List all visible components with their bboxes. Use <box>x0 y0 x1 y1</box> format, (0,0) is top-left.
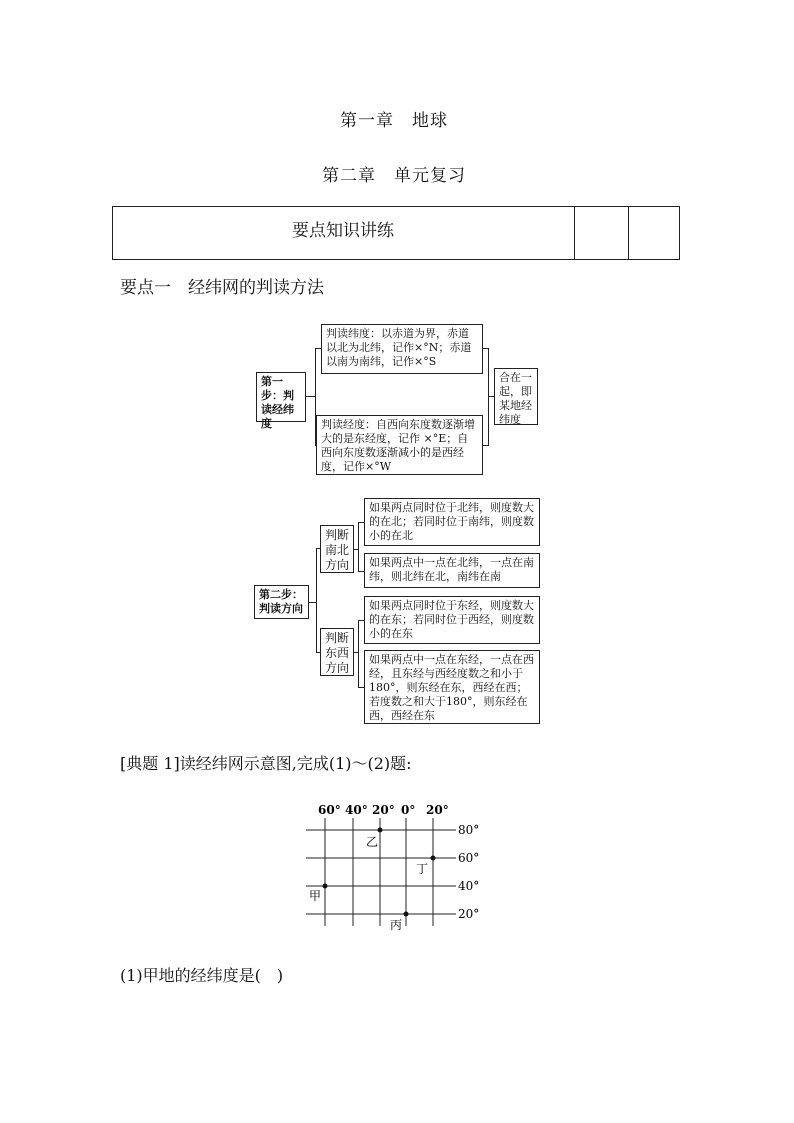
connector <box>306 396 315 397</box>
lat-label: 40° <box>458 879 480 893</box>
lon-label: 20° <box>372 803 395 817</box>
table-cell-divider <box>628 207 629 259</box>
connector <box>358 620 359 688</box>
step-two-box: 第二步：判读方向 <box>254 585 309 619</box>
table-cell-divider <box>574 207 575 259</box>
point-label: 乙 <box>366 835 379 849</box>
question-1: (1)甲地的经纬度是( ) <box>120 966 284 985</box>
point-jia <box>323 884 328 889</box>
lon-label: 60° <box>318 803 341 817</box>
chapter-title: 第一章 地球 <box>340 111 448 131</box>
point-label: 丁 <box>416 862 429 876</box>
lat-label: 60° <box>458 851 480 865</box>
example-prompt: [典题 1]读经纬网示意图,完成(1)～(2)题: <box>120 754 412 773</box>
point-yi <box>378 828 383 833</box>
ns-rule-1: 如果两点同时位于北纬，则度数大的在北；若同时位于南纬，则度数小的在北 <box>364 498 540 546</box>
connector <box>488 348 489 446</box>
point-bing <box>404 912 409 917</box>
unit-title: 第二章 单元复习 <box>322 166 466 186</box>
point-label: 丙 <box>390 918 403 932</box>
step-one-box: 第一步：判读经纬度 <box>256 372 306 422</box>
connector <box>358 522 359 572</box>
result-box: 合在一起，即某地经纬度 <box>494 368 538 425</box>
east-west-label: 判断东西方向 <box>320 628 354 676</box>
lon-label: 20° <box>426 803 449 817</box>
lat-label: 80° <box>458 823 480 837</box>
ew-rule-1: 如果两点同时位于东经，则度数大的在东；若同时位于西经，则度数小的在东 <box>364 596 540 644</box>
lon-label: 0° <box>401 803 416 817</box>
table-title: 要点知识讲练 <box>292 220 394 241</box>
ns-rule-2: 如果两点中一点在北纬，一点在南纬，则北纬在北，南纬在南 <box>364 553 540 588</box>
graticule-map <box>300 796 490 936</box>
section-title: 要点一 经纬网的判读方法 <box>120 278 324 298</box>
ew-rule-2: 如果两点中一点在东经，一点在西经，且东经与西经度数之和小于180°，则东经在东，西经在西；若度数之和大于180°，则东经在西，西经在东 <box>364 650 540 724</box>
point-label: 甲 <box>309 889 322 903</box>
point-ding <box>431 856 436 861</box>
key-points-table <box>112 206 680 260</box>
lon-label: 40° <box>345 803 368 817</box>
connector <box>316 548 317 653</box>
connector <box>309 602 316 603</box>
longitude-rule-box: 判读经度：自西向东度数逐渐增大的是东经度，记作 ×°E；自西向东度数逐渐减小的是西经度，记作×°W <box>316 415 483 475</box>
lat-label: 20° <box>458 907 480 921</box>
north-south-label: 判断南北方向 <box>320 525 354 573</box>
latitude-rule-box: 判读纬度：以赤道为界，赤道以北为北纬，记作×°N；赤道以南为南纬，记作×°S <box>321 324 483 374</box>
